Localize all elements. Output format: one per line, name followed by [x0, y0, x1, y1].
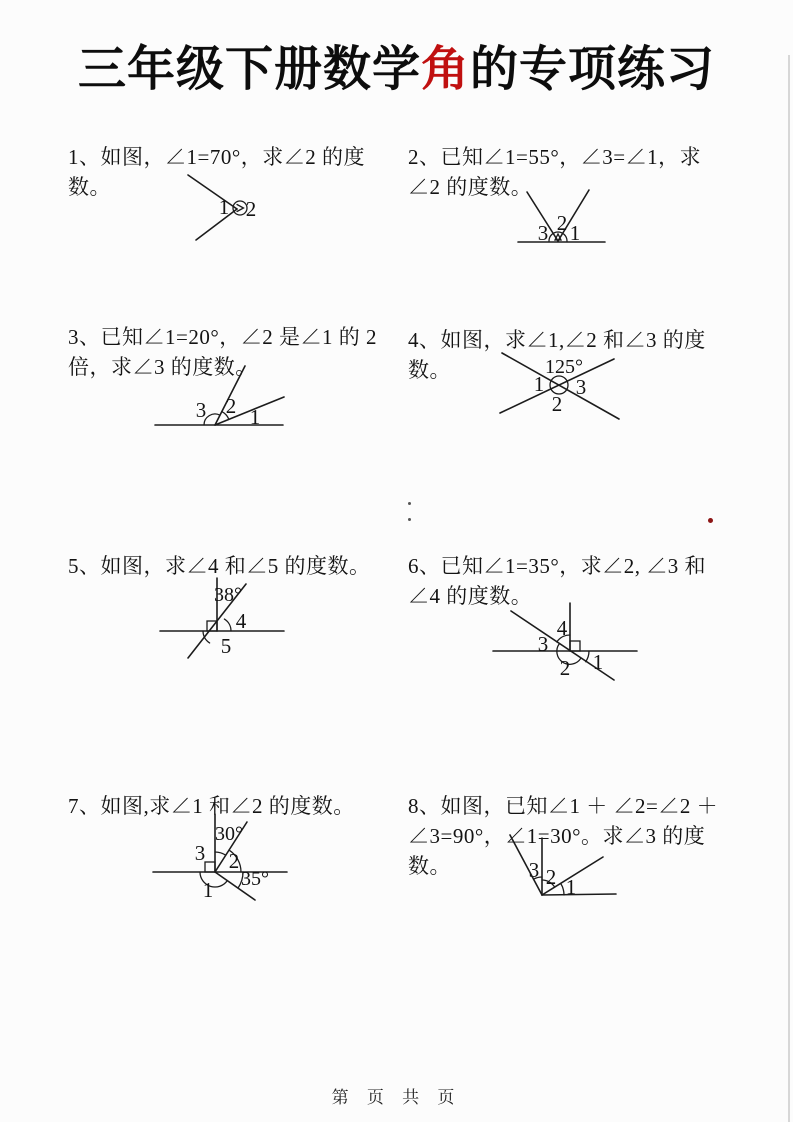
figure-8-angle-diagram [498, 832, 623, 904]
angle-35-label: 35° [241, 868, 269, 890]
angle-1-arc [561, 883, 564, 895]
angle-2-label: 2 [245, 197, 257, 221]
right-angle-mark [570, 641, 580, 651]
title-prefix: 三年级下册数学 [77, 43, 421, 96]
angle-5-label: 5 [220, 634, 232, 658]
angle-1-label: 1 [249, 405, 261, 429]
figure-7-angle-diagram [150, 810, 295, 905]
angle-3-label: 3 [194, 841, 206, 865]
page-title [0, 30, 793, 99]
angle-1-label: 1 [592, 650, 604, 674]
title-highlight: 角 [420, 43, 470, 96]
angle-3-label: 3 [528, 858, 540, 882]
ray-lower-left [196, 209, 237, 240]
problem-8-text: 8、如图，已知∠1 ＋ ∠2=∠2 ＋ ∠3=90°，∠1=30°。求∠3 的度数。 [408, 794, 719, 878]
figure-6-angle-diagram [490, 600, 640, 685]
figure-3-angle-diagram [150, 358, 295, 433]
angle-3-label: 3 [575, 375, 587, 399]
angle-3-label: 3 [537, 632, 549, 656]
problem-7-text: 7、如图,求∠1 和∠2 的度数。 [68, 794, 355, 818]
page-footer: 第 页 共 页 [331, 1088, 462, 1107]
angle-30-arc [215, 852, 226, 855]
angle-125-label: 125° [545, 356, 583, 378]
figure-2-angle-diagram [505, 178, 620, 248]
title-suffix: 的专项练习 [470, 43, 716, 96]
problem-5-text: 5、如图，求∠4 和∠5 的度数。 [68, 554, 371, 578]
angle-2-label: 2 [228, 849, 240, 873]
angle-mark [237, 205, 244, 212]
angle-1-label: 1 [202, 878, 214, 902]
problem-4-text: 4、如图，求∠1,∠2 和∠3 的度数。 [408, 328, 706, 382]
figure-4-angle-diagram [492, 348, 627, 426]
angle-1-label: 1 [218, 195, 230, 219]
angle-3-label: 3 [195, 398, 207, 422]
problem-1-text: 1、如图，∠1=70°，求∠2 的度数。 [68, 145, 365, 199]
scan-artifact-red-dot [708, 518, 713, 523]
ray-horizontal [542, 894, 616, 895]
angle-4-label: 4 [235, 609, 247, 633]
angle-2-label: 2 [551, 392, 563, 416]
problem-3-text: 3、已知∠1=20°，∠2 是∠1 的 2 倍，求∠3 的度数。 [68, 325, 377, 379]
ray-upper-left [188, 175, 237, 209]
problem-2-text: 2、已知∠1=55°，∠3=∠1，求∠2 的度数。 [408, 145, 702, 199]
angle-2-label: 2 [556, 211, 568, 235]
angle-1-label: 1 [533, 372, 545, 396]
angle-4-arc [224, 619, 231, 631]
scan-artifact-dot [408, 502, 411, 505]
angle-3-label: 3 [537, 221, 549, 245]
problem-6-text: 6、已知∠1=35°，求∠2, ∠3 和∠4 的度数。 [408, 554, 706, 608]
angle-1-arc [586, 651, 589, 662]
angle-2-label: 2 [559, 656, 571, 680]
angle-30-label: 30° [215, 823, 243, 845]
angle-1-label: 1 [565, 875, 577, 899]
angle-1-label: 1 [569, 221, 581, 245]
angle-4-label: 4 [556, 616, 568, 640]
angle-38-label: 38° [214, 584, 242, 606]
figure-1-angle-diagram [180, 168, 290, 248]
angle-2-label: 2 [545, 865, 557, 889]
right-angle-mark [205, 862, 215, 872]
angle-2-label: 2 [225, 394, 237, 418]
figure-5-angle-diagram [155, 575, 290, 670]
scan-artifact-dot [408, 518, 411, 521]
